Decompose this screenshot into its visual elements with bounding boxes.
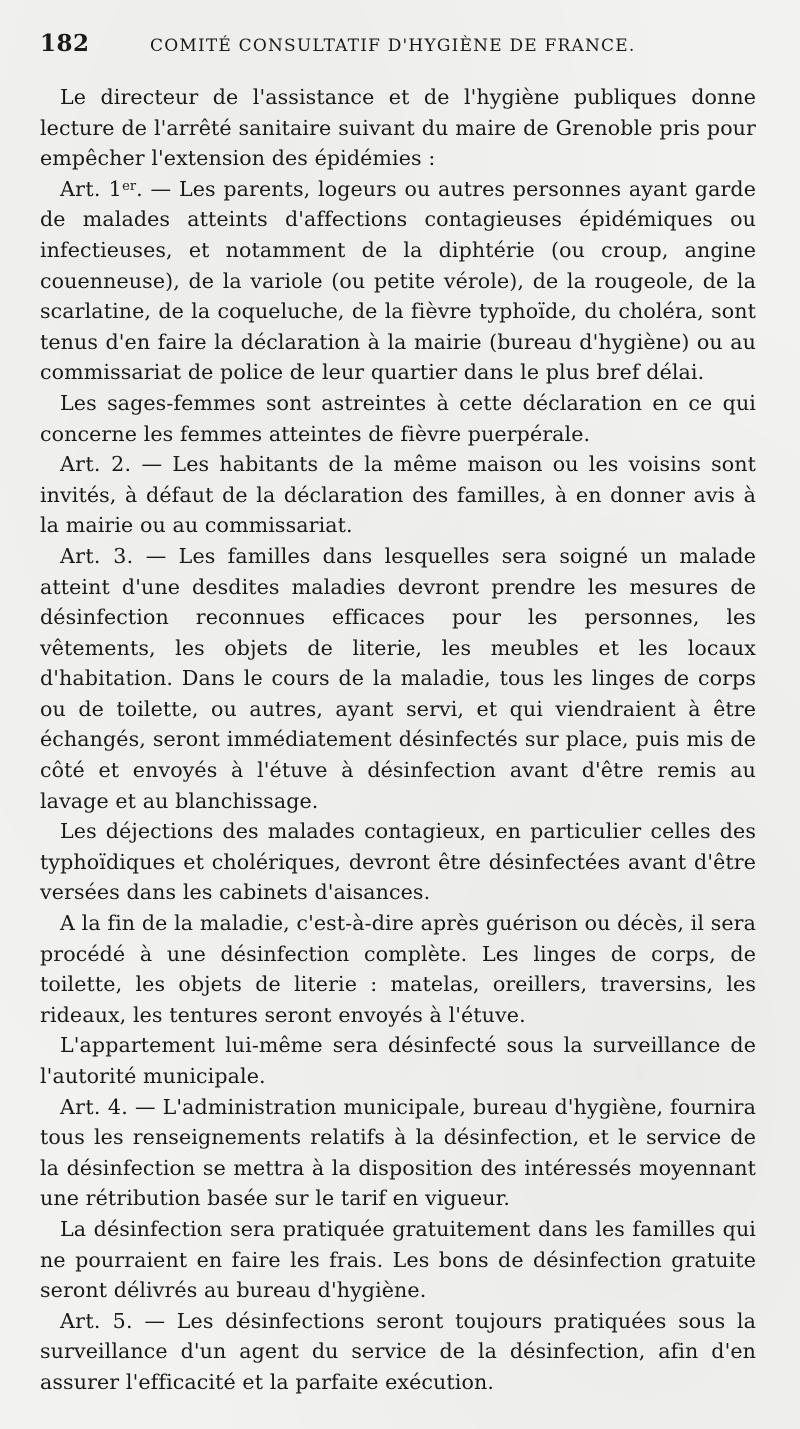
running-title: COMITÉ CONSULTATIF D'HYGIÈNE DE FRANCE. xyxy=(150,36,636,56)
paragraph-text: Les déjections des malades contagieux, en particulier celles des typhoïdiques et cholériques, devront être désinfectées avant d'être versées dans les cabinets d'aisances. xyxy=(40,819,756,905)
article-label: Art. 3. xyxy=(60,543,134,568)
article-1 xyxy=(40,174,756,388)
paragraph-text: L'appartement lui-même sera désinfecté sous la surveillance de l'autorité municipale. xyxy=(40,1033,756,1088)
article-3 xyxy=(40,541,756,816)
paragraph-fin-maladie xyxy=(40,908,756,1030)
article-label: Art. 5. xyxy=(60,1308,133,1333)
page-number: 182 xyxy=(40,30,90,57)
paragraph-text: La désinfection sera pratiquée gratuitement dans les familles qui ne pourraient en faire les frais. Les bons de désinfection gratuite seront délivrés au bureau d'hygiène. xyxy=(40,1216,756,1303)
article-label: Art. 1 xyxy=(60,176,123,201)
article-5 xyxy=(40,1306,756,1398)
paragraph-text: — Les familles dans lesquelles sera soigné un malade atteint d'une desdites maladies devront prendre les mesures de désinfection reconnues efficaces pour les personnes, les vêtements, les objets de literie, les meubles et les locaux d'habitation. Dans le cours de la maladie, tous les linges de corps ou de toilette, ou autres, ayant servi, et qui viendraient à être échangés, seront immédiatement désinfectés sur place, puis mis de côté et envoyés à l'étuve à désinfection avant d'être remis au lavage et au blanchissage. xyxy=(40,543,756,813)
paragraph-dejections xyxy=(40,816,756,908)
paragraph-text: — Les habitants de la même maison ou les voisins sont invités, à défaut de la déclaration des familles, à en donner avis à la mairie ou au commissariat. xyxy=(40,452,756,538)
paragraph-text: — Les désinfections seront toujours pratiquées sous la surveillance d'un agent du service de la désinfection, afin d'en assurer l'efficacité et la parfaite exécution. xyxy=(40,1308,756,1394)
article-label: Art. 4. xyxy=(60,1094,129,1119)
paragraph-text: Les sages-femmes sont astreintes à cette déclaration en ce qui concerne les femmes atteintes de fièvre puerpérale. xyxy=(40,390,756,446)
paragraph-text: — L'administration municipale, bureau d'hygiène, fournira tous les renseignements relatifs à la désinfection, et le service de la désinfection se mettra à la disposition des intéressés moyennant une rétribution basée sur le tarif en vigueur. xyxy=(40,1094,756,1211)
body-text xyxy=(40,82,756,1398)
article-label: Art. 2. xyxy=(60,452,132,477)
article-2 xyxy=(40,449,756,541)
article-label-superscript: er xyxy=(122,178,137,194)
paragraph-appartement xyxy=(40,1030,756,1091)
paragraph-intro xyxy=(40,82,756,174)
running-head xyxy=(40,30,756,78)
paragraph-gratuite xyxy=(40,1214,756,1306)
article-4 xyxy=(40,1092,756,1214)
paragraph-sages-femmes xyxy=(40,388,756,449)
paragraph-text: . — Les parents, logeurs ou autres personnes ayant garde de malades atteints d'affections contagieuses épidémiques ou infectieuses, et notamment de la diphtérie (ou croup, angine couenneuse), de la variole (ou petite vérole), de la rougeole, de la scarlatine, de la coqueluche, de la fièvre typhoïde, du choléra, sont tenus d'en faire la déclaration à la mairie (bureau d'hygiène) ou au commissariat de police de leur quartier dans le plus bref délai. xyxy=(40,176,756,385)
paragraph-text: A la fin de la maladie, c'est-à-dire après guérison ou décès, il sera procédé à une désinfection complète. Les linges de corps, de toilette, les objets de literie : matelas, oreillers, traversins, les rideaux, les tentures seront envoyés à l'étuve. xyxy=(40,911,756,1027)
paragraph-text: Le directeur de l'assistance et de l'hygiène publiques donne lecture de l'arrêté sanitaire suivant du maire de Grenoble pris pour empêcher l'extension des épidémies : xyxy=(40,85,756,171)
